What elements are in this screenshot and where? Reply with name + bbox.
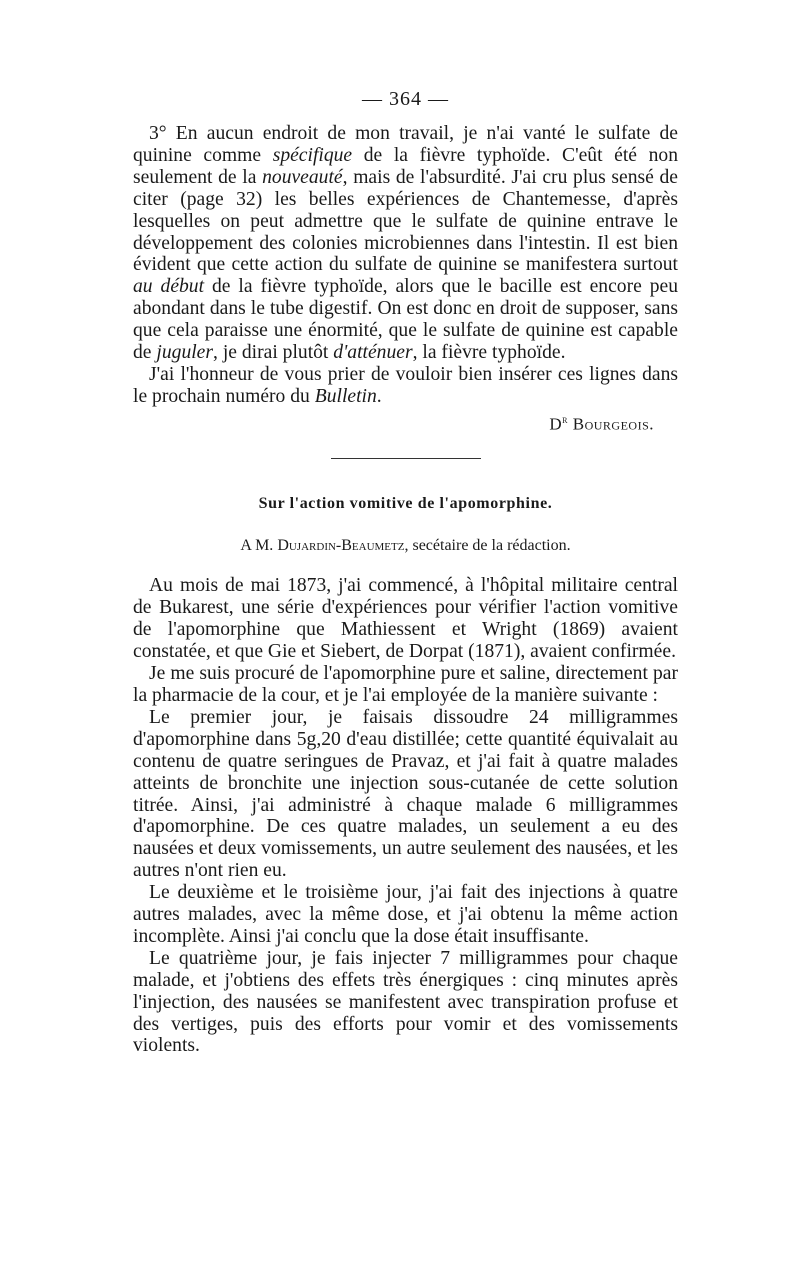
article-paragraph-4: Le deuxième et le troisième jour, j'ai fait des injections à quatre autres malades, avec la même dose, et j'ai obtenu la même action incomplète. Ainsi j'ai conclu que la dose était insuffisante.: [133, 882, 678, 947]
italic-run: au début: [133, 276, 205, 298]
page-number: — 364 —: [362, 88, 449, 110]
italic-run: d'atténuer: [333, 342, 413, 364]
address-prefix: A M.: [240, 537, 278, 555]
text-run: , mais de l'absurdité. J'ai cru plus sensé de citer (page 32) les belles expériences de Chantemesse, d'après lesquelles on peut admettre que le sulfate de quinine entrave le développement des colonies microbiennes dans l'intestin. Il est bien évident que cette action du sulfate de quinine se manifestera surtout: [133, 166, 678, 276]
article-paragraph-2: Je me suis procuré de l'apomorphine pure et saline, directement par la pharmacie de la cour, et je l'ai employée de la manière suivante :: [133, 663, 678, 706]
text-run: .: [376, 385, 382, 407]
text-run: de la fièvre typhoïde, alors que le bacille est encore peu abondant dans le tube digestif. On est donc en droit de supposer, sans que cela paraisse une énormité, que le sulfate de quinine est capable de: [133, 276, 679, 364]
italic-run: spécifique: [272, 144, 353, 166]
italic-run: juguler: [156, 342, 214, 364]
text-run: de la fièvre typhoïde. C'eût été non seulement de la: [133, 144, 678, 188]
signature-name: Bourgeois.: [567, 414, 654, 434]
address-suffix: , secétaire de la rédaction.: [404, 537, 571, 555]
article-paragraph-3: Le premier jour, je faisais dissoudre 24 milligrammes d'apomorphine dans 5g,20 d'eau distillée; cette quantité équivalait au contenu de quatre seringues de Pravaz, et j'ai fait à quatre malades atteints de bronchite une injection sous-cutanée de cette solution titrée. Ainsi, j'ai administré à chaque malade 6 milligrammes d'apomorphine. De ces quatre malades, un seulement a eu des nausées et deux vomissements, un autre seulement des nausées, et les autres n'ont rien eu.: [133, 706, 678, 882]
article-paragraph-5: Le quatrième jour, je fais injecter 7 milligrammes pour chaque malade, et j'obtiens des effets très énergiques : cinq minutes après l'injection, des nausées se manifestent avec transpiration profuse et des vertiges, puis des efforts pour vomir et des vomissements violents.: [133, 947, 678, 1057]
signature-prefix: D: [549, 414, 563, 434]
article-paragraph-1: Au mois de mai 1873, j'ai commencé, à l'hôpital militaire central de Bukarest, une série d'expériences pour vérifier l'action vomitive de l'apomorphine que Mathiessent et Wright (1869) avaient constatée, et que Gie et Siebert, de Dorpat (1871), avaient confirmée.: [133, 575, 678, 663]
italic-run: nouveauté: [262, 166, 343, 188]
article-title: Sur l'action vomitive de l'apomorphine.: [258, 495, 553, 513]
section-divider: [331, 458, 481, 459]
document-page: [133, 88, 678, 1057]
letter-paragraph-2: [133, 364, 678, 408]
italic-run: Bulletin: [314, 385, 377, 407]
letter-paragraph-1: [133, 123, 678, 364]
letter-signature: [133, 414, 654, 435]
text-run: , je dirai plutôt: [213, 342, 334, 364]
text-run: , la fièvre typhoïde.: [412, 342, 566, 364]
article-address: [133, 537, 678, 555]
text-run: J'ai l'honneur de vous prier de vouloir bien insérer ces lignes dans le prochain numéro du: [133, 363, 678, 407]
text-run: 3° En aucun endroit de mon travail, je n'ai vanté le sulfate de quinine comme: [133, 123, 678, 166]
address-name: Dujardin-Beaumetz: [277, 537, 405, 555]
signature-superscript: r: [562, 413, 568, 426]
